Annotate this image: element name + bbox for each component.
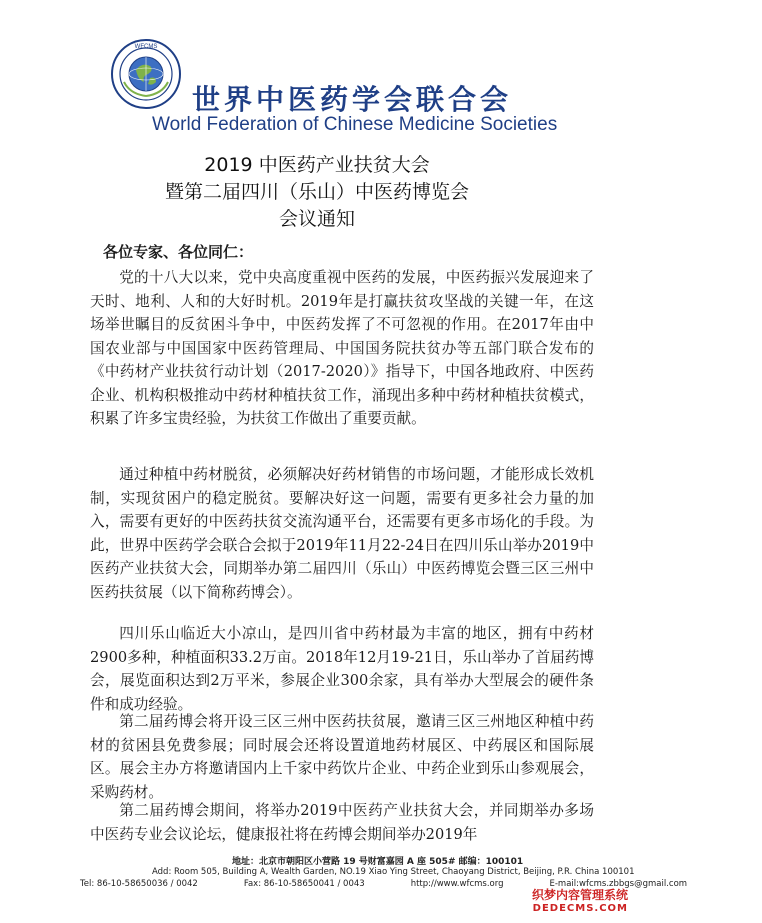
footer-web-link[interactable]: http://www.wfcms.org [410,879,504,889]
body-paragraph-2: 通过种植中药材脱贫，必须解决好药材销售的市场问题，才能形成长效机制，实现贫困户的稳定脱贫。要解决好这一问题，需要有更多社会力量的加入，需要有更好的中医药扶贫交流沟通平台，还需要有更多市场化的手段。为此，世界中医药学会联合会拟于2019年11月22-24日在四川乐山举办2019中医药产业扶贫大会，同期举办第二届四川（乐山）中医药博览会暨三区三州中医药扶贫展（以下简称药博会）。 [90,466,594,601]
footer-address-en: Add: Room 505, Building A, Wealth Garden, NO.19 Xiao Ying Street, Chaoyang District, Beijing, P.R. China 100101 [152,867,635,877]
org-name-cn: 世界中医药学会联合会 [192,83,513,116]
footer-fax: Fax: 86-10-58650041 / 0043 [243,879,365,889]
footer-address-cn: 地址：北京市朝阳区小营路 19 号财富嘉园 A 座 505# 邮编：100101 [232,857,524,867]
body-paragraph-3: 四川乐山临近大小凉山，是四川省中药材最为丰富的地区，拥有中药材2900多种，种植面积33.2万亩。2018年12月19-21日，乐山举办了首届药博会，展览面积达到2万平米，参展企业300余家，具有举办大型展会的硬件条件和成功经验。 [90,625,594,713]
site-watermark [532,889,628,915]
logo-ring-text: WFCMS [134,44,158,50]
notice-title-line-2: 暨第二届四川（乐山）中医药博览会 [164,181,469,203]
wfcms-globe-logo-icon [110,38,182,110]
org-name-en: World Federation of Chinese Medicine Societies [152,114,558,135]
notice-title-line-3: 会议通知 [278,208,355,230]
watermark-line-2: DEDECMS.COM [532,903,628,914]
letterhead [110,38,570,138]
footer-tel: Tel: 86-10-58650036 / 0042 [80,879,198,889]
watermark-line-1: 织梦内容管理系统 [531,888,628,902]
body-paragraph-4: 第二届药博会将开设三区三州中医药扶贫展，邀请三区三州地区种植中药材的贫困县免费参展；同时展会还将设置道地药材展区、中药展区和国际展区。展会主办方将邀请国内上千家中药饮片企业、中药企业到乐山参观展会，采购药材。 [90,713,594,801]
greeting: 各位专家、各位同仁： [103,243,254,261]
footer-email-link[interactable]: E-mail:wfcms.zbbgs@gmail.com [549,879,688,889]
footer-contacts [80,879,688,889]
notice-title-line-1: 2019 中医药产业扶贫大会 [204,154,430,176]
body-paragraph-5: 第二届药博会期间，将举办2019中医药产业扶贫大会，并同期举办多场中医药专业会议论坛，健康报社将在药博会期间举办2019年 [90,802,594,843]
body-paragraph-1: 党的十八大以来，党中央高度重视中医药的发展，中医药振兴发展迎来了天时、地利、人和的大好时机。2019年是打赢扶贫攻坚战的关键一年，在这场举世瞩目的反贫困斗争中，中医药发挥了不可忽视的作用。在2017年由中国农业部与中国国家中医药管理局、中国国务院扶贫办等五部门联合发布的《中药材产业扶贫行动计划（2017-2020）》指导下，中国各地政府、中医药企业、机构积极推动中药材种植扶贫工作，涌现出多种中药材种植扶贫模式，积累了许多宝贵经验，为扶贫工作做出了重要贡献。 [90,269,594,427]
